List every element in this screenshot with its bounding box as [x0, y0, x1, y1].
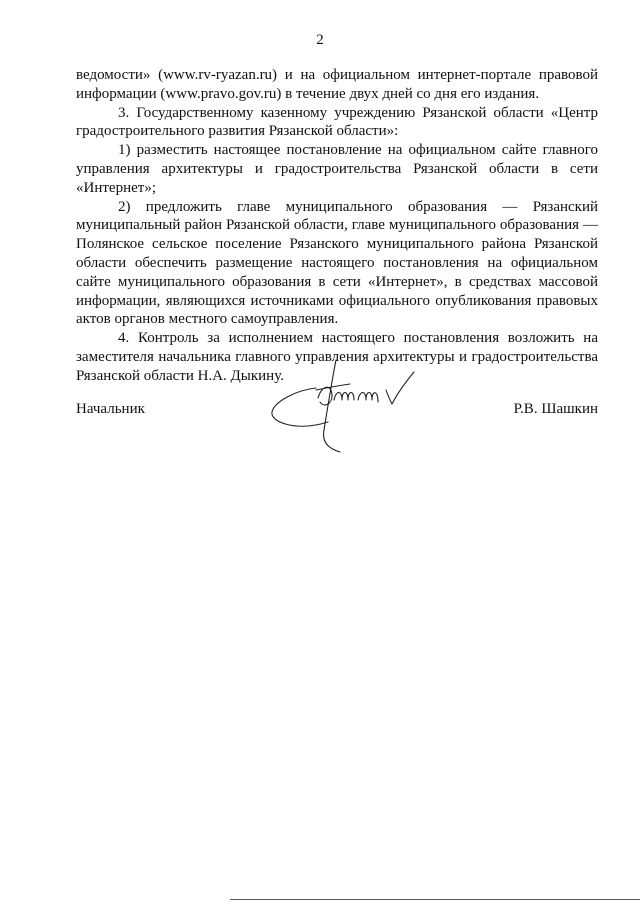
paragraph-subitem-2: 2) предложить главе муниципального образования — Рязанский муниципальный район Рязанской области, главе муниципального образования — Полянское сельское поселение Рязанского муниципального района Рязанской области обеспечить размещение настоящего постановления на официальном сайте муниципального образования в сети «Интернет», в средствах массовой информации, являющихся источниками официального опубликования правовых актов органов местного самоуправления. — [76, 198, 598, 328]
paragraph-subitem-1: 1) разместить настоящее постановление на официальном сайте главного управления архитектуры и градостроительства Рязанской области в сети «Интернет»; — [76, 142, 598, 196]
page-number: 2 — [316, 32, 324, 48]
footer-divider — [230, 899, 640, 900]
signatory-position: Начальник — [76, 401, 145, 417]
paragraph-publication-continuation: ведомости» (www.rv-ryazan.ru) и на официальном интернет-портале правовой информации (www.pravo.gov.ru) в течение двух дней со дня его издания. — [76, 67, 598, 102]
document-body — [76, 66, 598, 386]
signatory-name: Р.В. Шашкин — [513, 401, 598, 417]
paragraph-item-3: 3. Государственному казенному учреждению Рязанской области «Центр градостроительного развития Рязанской области»: — [76, 104, 598, 140]
paragraph-item-4: 4. Контроль за исполнением настоящего постановления возложить на заместителя начальника главного управления архитектуры и градостроительства Рязанской области Н.А. Дыкину. — [76, 330, 598, 384]
handwritten-signature — [266, 350, 416, 460]
